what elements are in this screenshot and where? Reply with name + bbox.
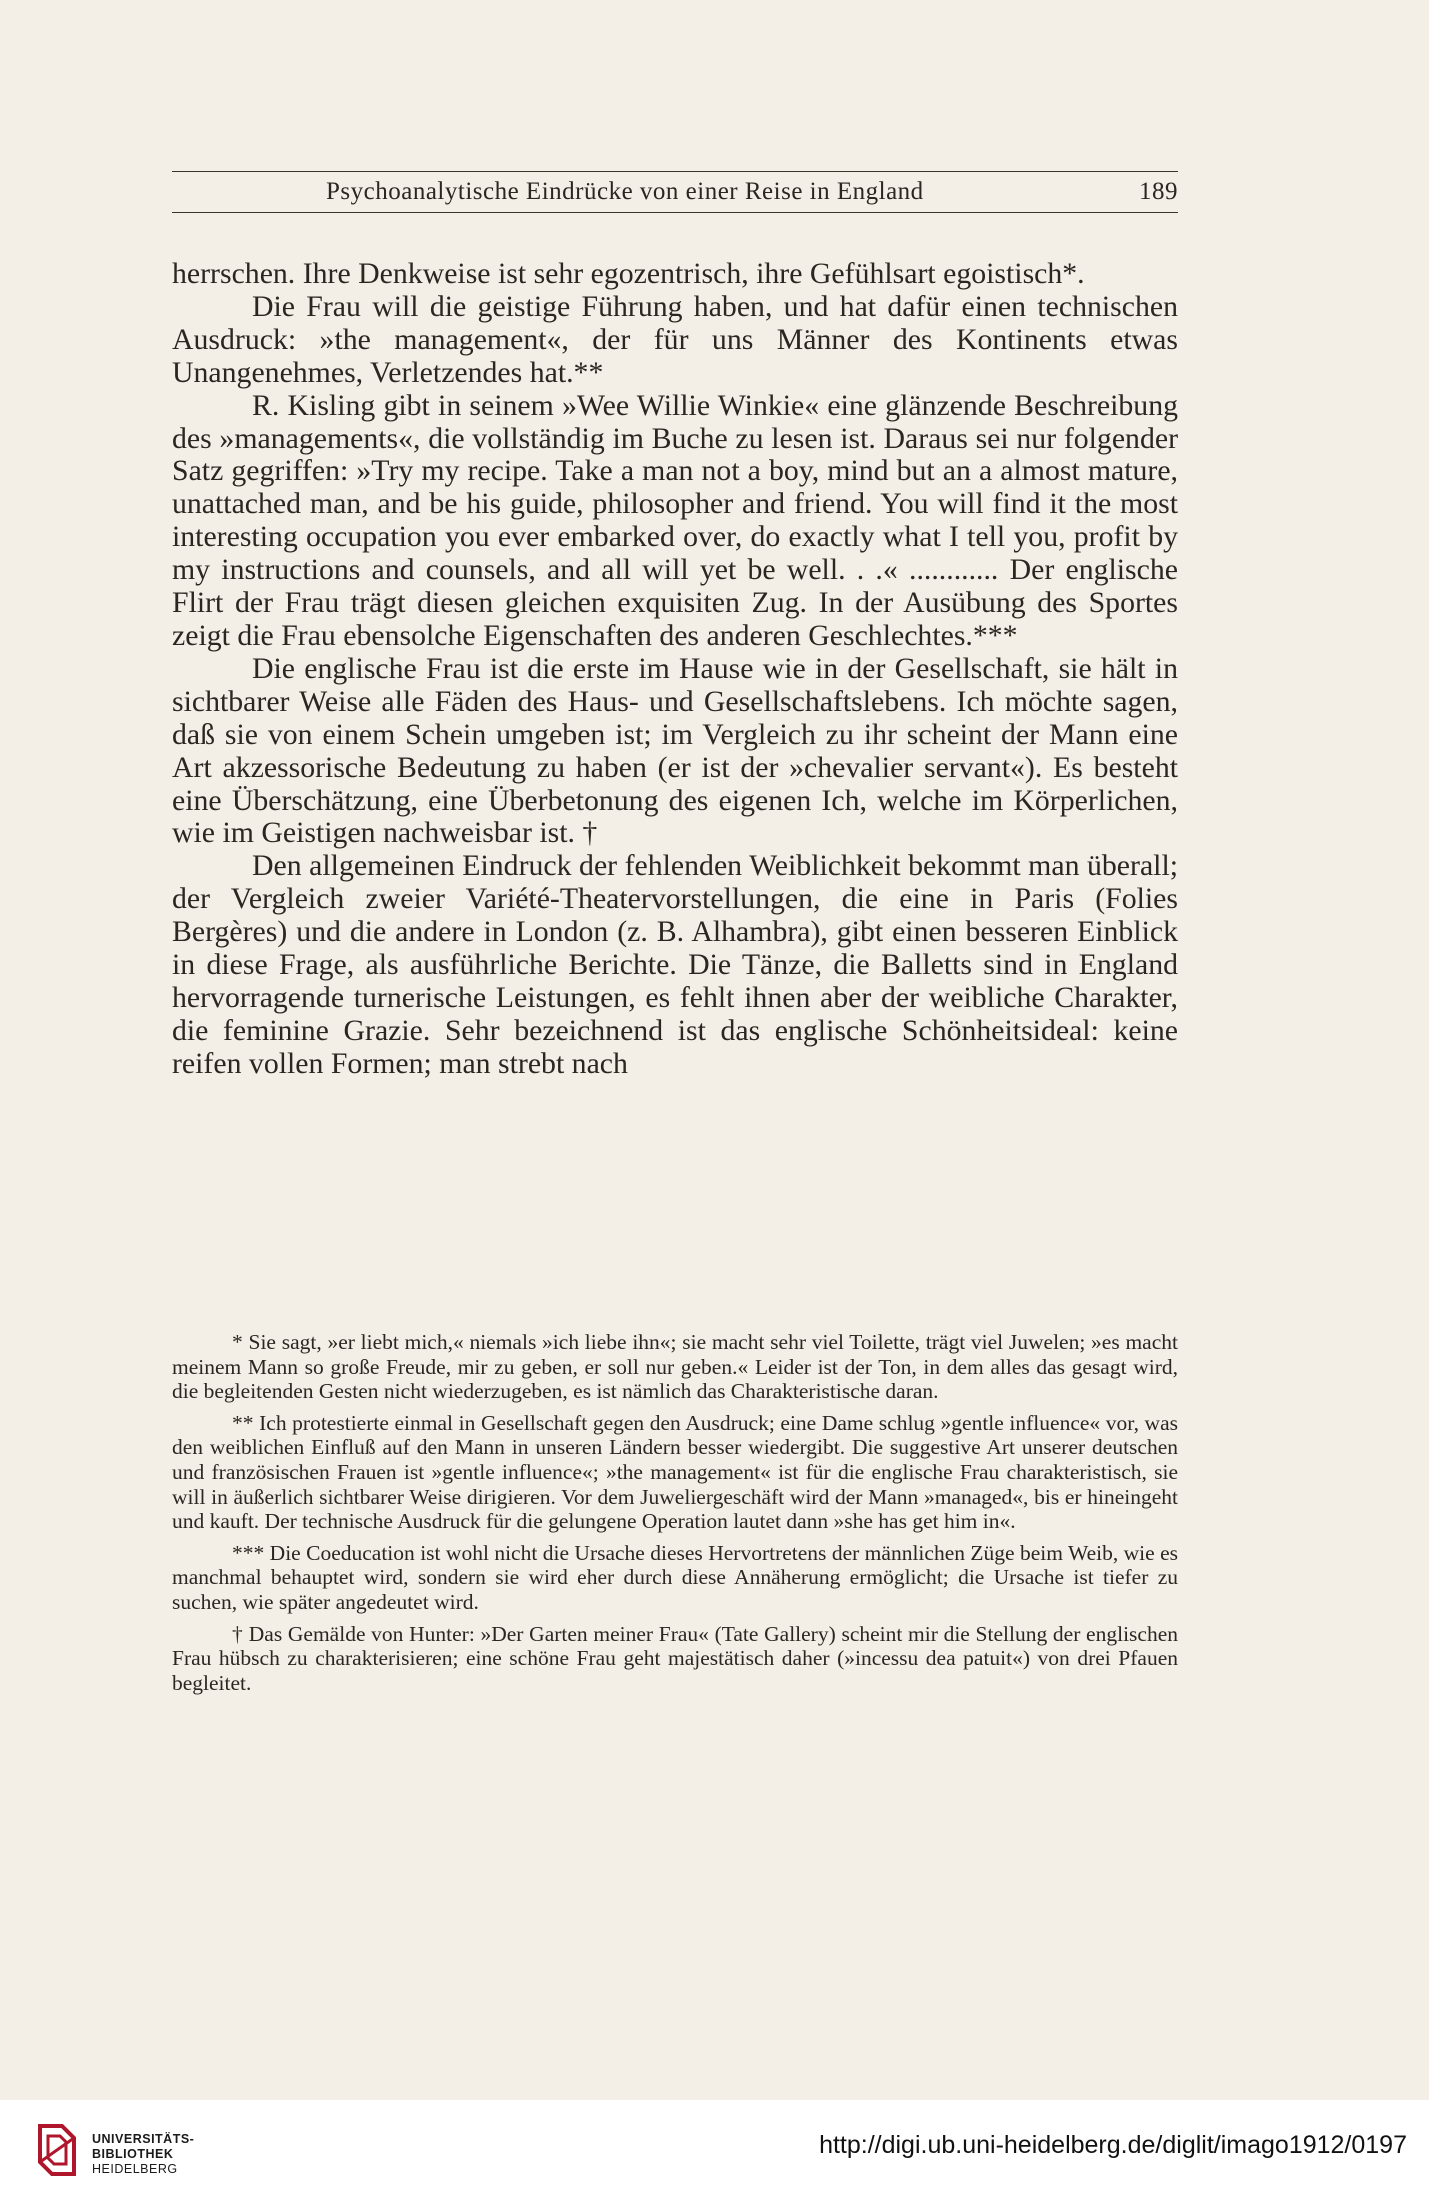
header-rule-bottom bbox=[172, 212, 1178, 213]
ub-heidelberg-logo-icon bbox=[32, 2118, 82, 2182]
paragraph-4: Die englische Frau ist die erste im Hause wie in der Gesellschaft, sie hält in sichtbarer Weise alle Fäden des Haus- und Gesellschaftslebens. Ich möchte sagen, daß sie von einem Schein umgeben ist; im Vergleich zu ihr scheint der Mann eine Art akzessorische Bedeutung zu haben (er ist der »chevalier servant«). Es besteht eine Überschätzung, eine Überbetonung des eigenen Ich, welche im Körperlichen, wie im Geistigen nachweisbar ist. † bbox=[172, 651, 1178, 850]
footnotes bbox=[172, 1330, 1178, 1702]
footnote-2: ** Ich protestierte einmal in Gesellschaft gegen den Ausdruck; eine Dame schlug »gentle influence« vor, was den weiblichen Einfluß auf den Mann in unseren Ländern besser wiedergibt. Die suggestive Art unserer deutschen und französischen Frauen ist »gentle influence«; »the management« ist für die englische Frau charakteristisch, sie will in äußerlich sichtbarer Weise dirigieren. Vor dem Juweliergeschäft wird der Mann »managed«, bis er hineingeht und kauft. Der technische Ausdruck für die gelungene Operation lautet dann »she has get him in«. bbox=[172, 1410, 1178, 1534]
running-title: Psychoanalytische Eindrücke von einer Reise in England bbox=[326, 178, 924, 205]
library-name bbox=[92, 2132, 194, 2177]
library-logo[interactable] bbox=[32, 2118, 292, 2188]
library-name-line-1: UNIVERSITÄTS- bbox=[92, 2132, 195, 2146]
permalink-url[interactable]: http://digi.ub.uni-heidelberg.de/diglit/imago1912/0197 bbox=[819, 2131, 1407, 2159]
body-text bbox=[172, 258, 1178, 1081]
paragraph-1: herrschen. Ihre Denkweise ist sehr egozentrisch, ihre Gefühlsart egoistisch*. bbox=[172, 257, 1085, 290]
library-name-line-3: HEIDELBERG bbox=[92, 2162, 178, 2176]
running-head bbox=[172, 176, 1178, 212]
footnote-4: † Das Gemälde von Hunter: »Der Garten meiner Frau« (Tate Gallery) scheint mir die Stellung der englischen Frau hübsch zu charakterisieren; eine schöne Frau geht majestätisch daher (»incessu dea patuit«) von drei Pfauen begleitet. bbox=[172, 1621, 1178, 1695]
header-rule-top bbox=[172, 171, 1178, 172]
paragraph-2: Die Frau will die geistige Führung haben, und hat dafür einen technischen Ausdruck: »the management«, der für uns Männer des Kontinents etwas Unangenehmes, Verletzendes hat.** bbox=[172, 289, 1178, 389]
viewer-footer bbox=[0, 2100, 1429, 2203]
library-name-line-2: BIBLIOTHEK bbox=[92, 2147, 174, 2161]
footnote-3: *** Die Coeducation ist wohl nicht die Ursache dieses Hervortretens der männlichen Züge beim Weib, wie es manchmal behauptet wird, sondern sie wird eher durch diese Annäherung ermöglicht; die Ursache ist tiefer zu suchen, wie später angedeutet wird. bbox=[172, 1540, 1178, 1614]
paragraph-5: Den allgemeinen Eindruck der fehlenden Weiblichkeit bekommt man überall; der Vergleich zweier Variété-Theatervorstellungen, die eine in Paris (Folies Bergères) und die andere in London (z. B. Alhambra), gibt einen besseren Einblick in diese Frage, als ausführliche Berichte. Die Tänze, die Balletts sind in England hervorragende turnerische Leistungen, es fehlt ihnen aber der weibliche Charakter, die feminine Grazie. Sehr bezeichnend ist das englische Schönheitsideal: keine reifen vollen Formen; man strebt nach bbox=[172, 849, 1178, 1080]
paragraph-3: R. Kisling gibt in seinem »Wee Willie Winkie« eine glänzende Beschreibung des »managements«, die vollständig im Buche zu lesen ist. Daraus sei nur folgender Satz gegriffen: »Try my recipe. Take a man not a boy, mind but an a almost mature, unattached man, and be his guide, philosopher and friend. You will find it the most interesting occupation you ever embarked over, do exactly what I tell you, profit by my instructions and counsels, and all will yet be well. . .« ............ Der englische Flirt der Frau trägt diesen gleichen exquisiten Zug. In der Ausübung des Sportes zeigt die Frau ebensolche Eigenschaften des anderen Geschlechtes.*** bbox=[172, 388, 1178, 652]
page-number: 189 bbox=[1139, 178, 1178, 205]
footnote-1: * Sie sagt, »er liebt mich,« niemals »ich liebe ihn«; sie macht sehr viel Toilette, trägt viel Juwelen; »es macht meinem Mann so große Freude, mir zu geben, er soll nur geben.« Leider ist der Ton, in dem alles das gesagt wird, die begleitenden Gesten nicht wiederzugeben, es ist nämlich das Charakteristische daran. bbox=[172, 1330, 1178, 1404]
